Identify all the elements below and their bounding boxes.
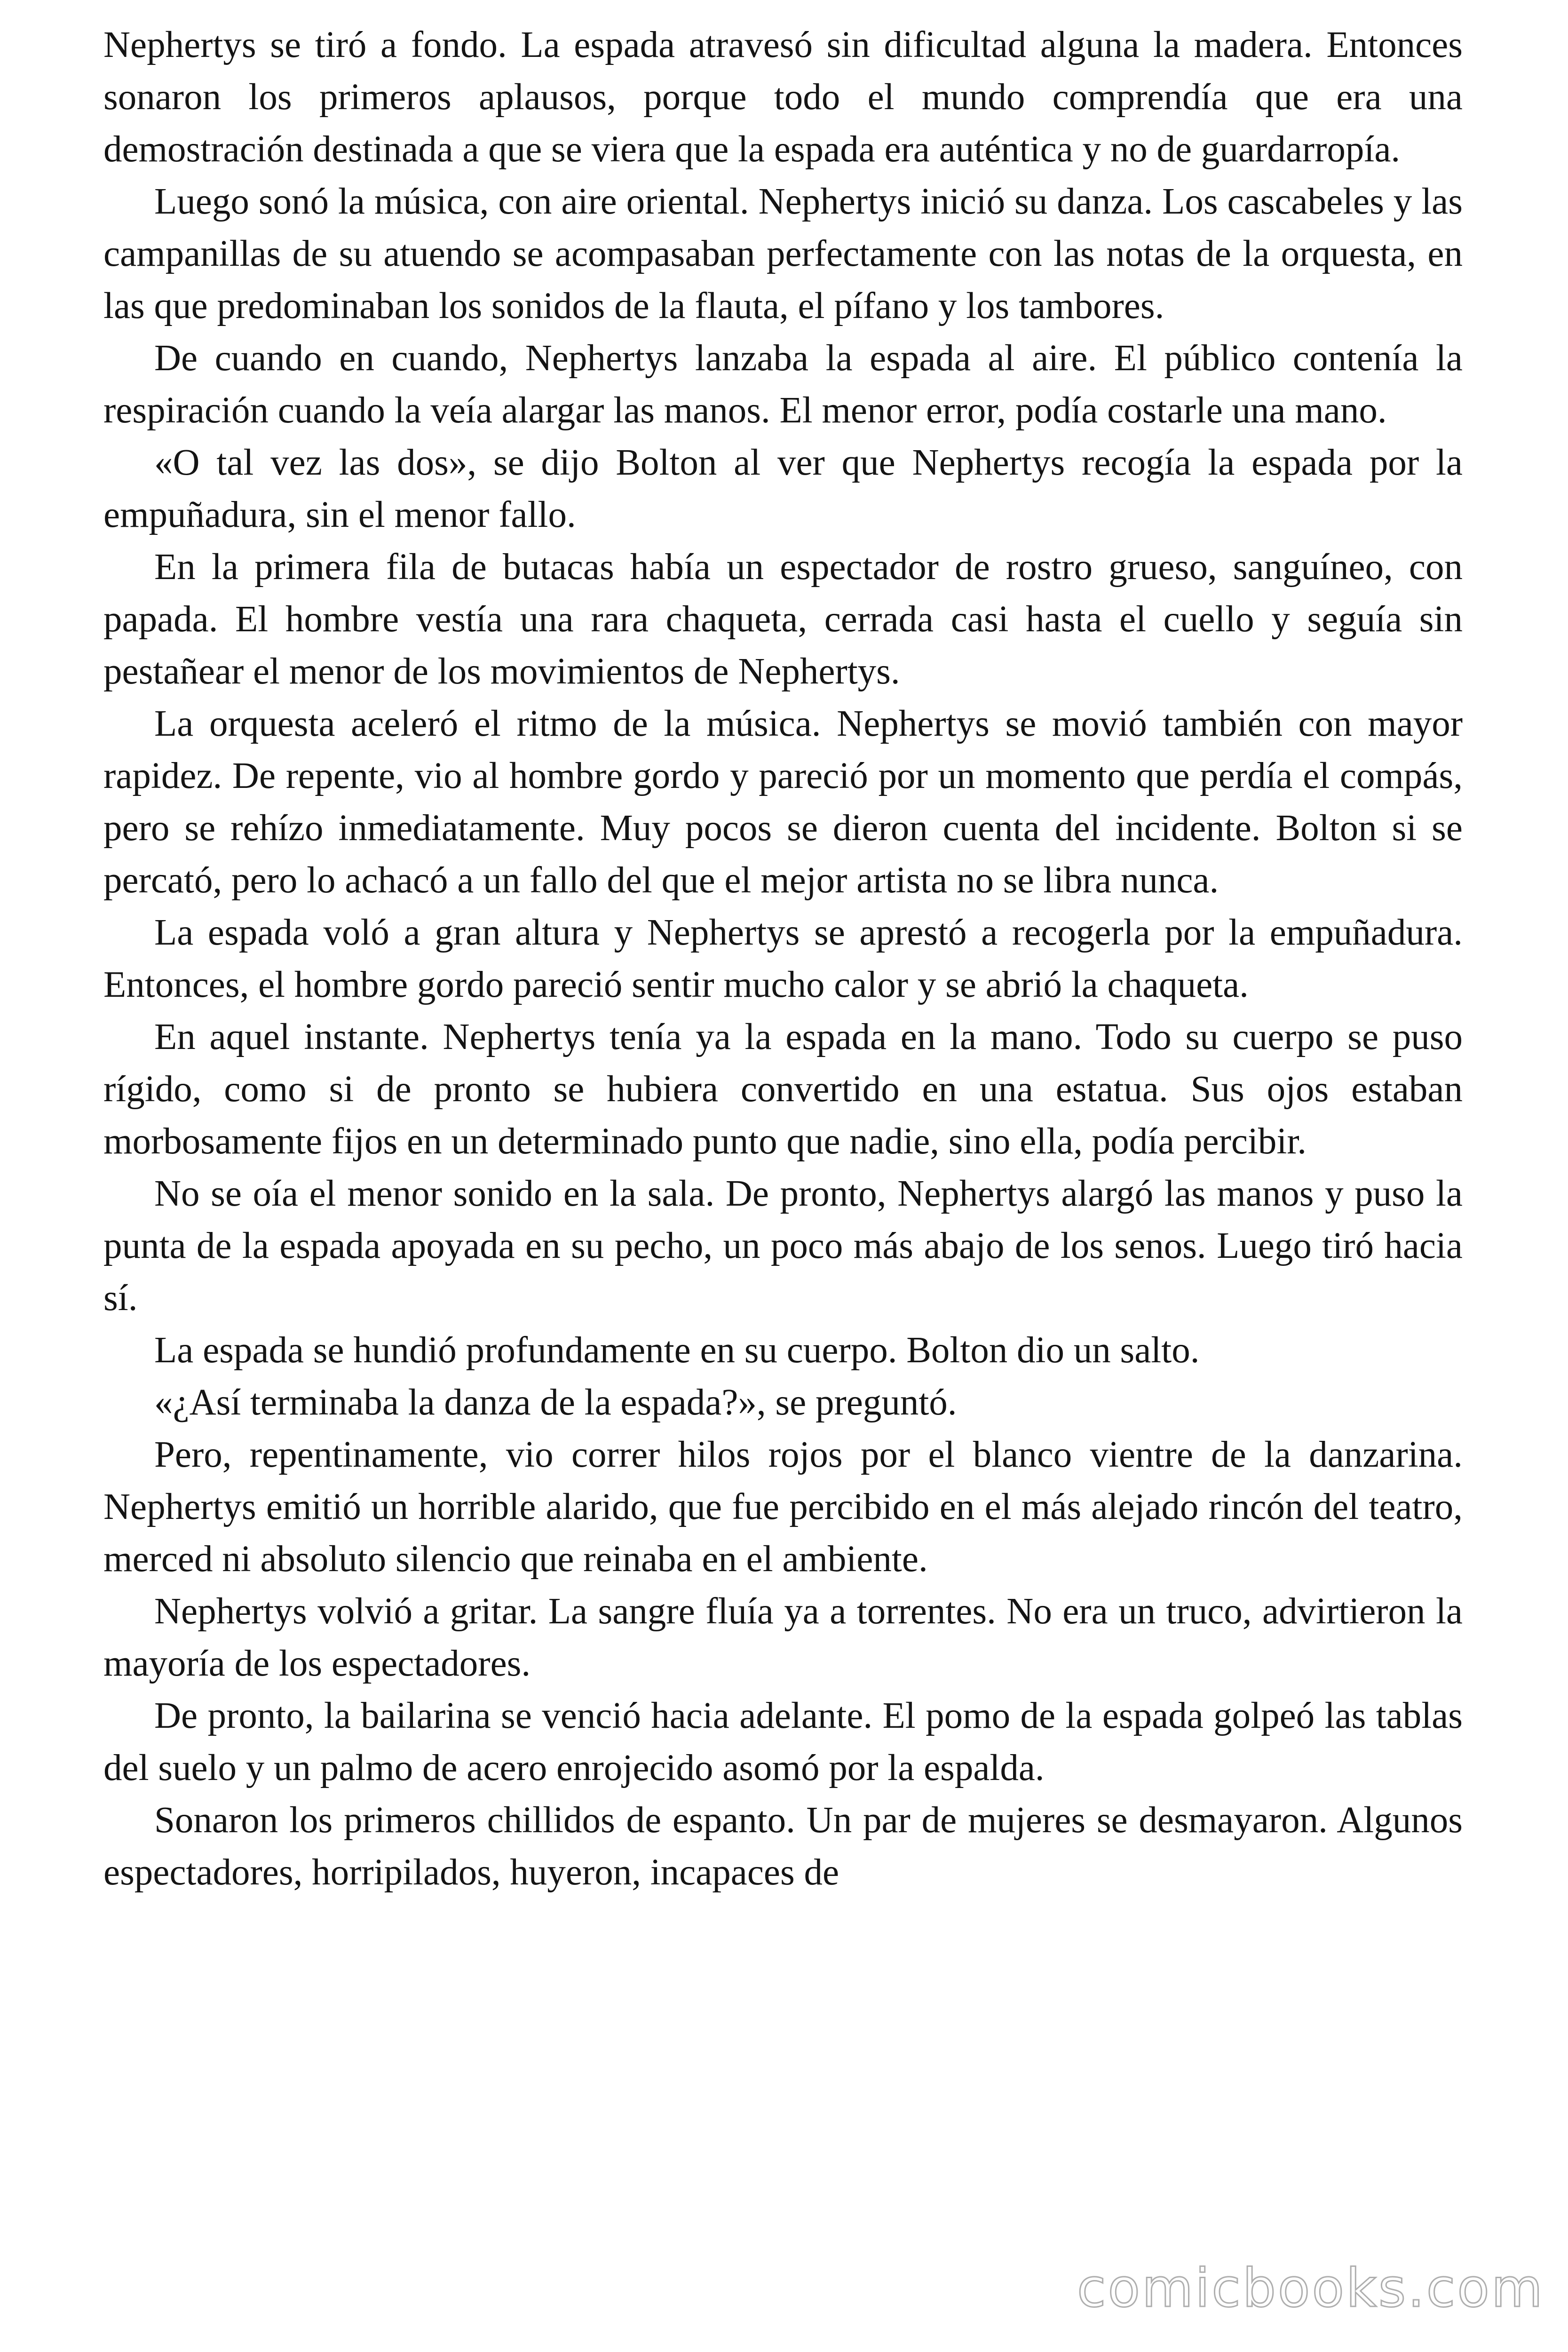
paragraph: De pronto, la bailarina se venció hacia adelante. El pomo de la espada golpeó las tablas del suelo y un palmo de acero enrojecido asomó por la espalda. bbox=[103, 1695, 1463, 1788]
paragraph: «¿Así terminaba la danza de la espada?», se preguntó. bbox=[154, 1382, 957, 1423]
watermark-logo: comicbooks.com bbox=[1077, 2258, 1544, 2319]
paragraph: Sonaron los primeros chillidos de espanto. Un par de mujeres se desmayaron. Algunos espectadores, horripilados, huyeron, incapaces de bbox=[103, 1800, 1463, 1893]
paragraph: Nephertys se tiró a fondo. La espada atravesó sin dificultad alguna la madera. Entonces sonaron los primeros aplausos, porque todo el mundo comprendía que era una demostración destinada a que se viera que la espada era auténtica y no de guardarropía. bbox=[103, 24, 1463, 170]
paragraph: En la primera fila de butacas había un espectador de rostro grueso, sanguíneo, con papada. El hombre vestía una rara chaqueta, cerrada casi hasta el cuello y seguía sin pestañear el menor de los movimientos de Nephertys. bbox=[103, 547, 1463, 692]
paragraph: La espada se hundió profundamente en su cuerpo. Bolton dio un salto. bbox=[154, 1330, 1200, 1371]
book-page bbox=[103, 19, 1463, 2324]
paragraph: Luego sonó la música, con aire oriental. Nephertys inició su danza. Los cascabeles y las campanillas de su atuendo se acompasaban perfectamente con las notas de la orquesta, en las que predominaban los sonidos de la flauta, el pífano y los tambores. bbox=[103, 181, 1463, 326]
paragraph: Nephertys volvió a gritar. La sangre fluía ya a torrentes. No era un truco, advirtieron la mayoría de los espectadores. bbox=[103, 1591, 1463, 1684]
paragraph: Pero, repentinamente, vio correr hilos rojos por el blanco vientre de la danzarina. Nephertys emitió un horrible alarido, que fue percibido en el más alejado rincón del teatro, merced ni absoluto silencio que reinaba en el ambiente. bbox=[103, 1434, 1463, 1580]
paragraph: La orquesta aceleró el ritmo de la música. Nephertys se movió también con mayor rapidez. De repente, vio al hombre gordo y pareció por un momento que perdía el compás, pero se rehízo inmediatamente. Muy pocos se dieron cuenta del incidente. Bolton si se percató, pero lo achacó a un fallo del que el mejor artista no se libra nunca. bbox=[103, 703, 1463, 901]
paragraph: No se oía el menor sonido en la sala. De pronto, Nephertys alargó las manos y puso la punta de la espada apoyada en su pecho, un poco más abajo de los senos. Luego tiró hacia sí. bbox=[103, 1173, 1463, 1319]
paragraph: De cuando en cuando, Nephertys lanzaba la espada al aire. El público contenía la respiración cuando la veía alargar las manos. El menor error, podía costarle una mano. bbox=[103, 338, 1463, 431]
paragraph: En aquel instante. Nephertys tenía ya la espada en la mano. Todo su cuerpo se puso rígido, como si de pronto se hubiera convertido en una estatua. Sus ojos estaban morbosamente fijos en un determinado punto que nadie, sino ella, podía percibir. bbox=[103, 1017, 1463, 1162]
paragraph: La espada voló a gran altura y Nephertys se aprestó a recogerla por la empuñadura. Entonces, el hombre gordo pareció sentir mucho calor y se abrió la chaqueta. bbox=[103, 912, 1463, 1005]
paragraph: «O tal vez las dos», se dijo Bolton al ver que Nephertys recogía la espada por la empuñadura, sin el menor fallo. bbox=[103, 442, 1463, 535]
